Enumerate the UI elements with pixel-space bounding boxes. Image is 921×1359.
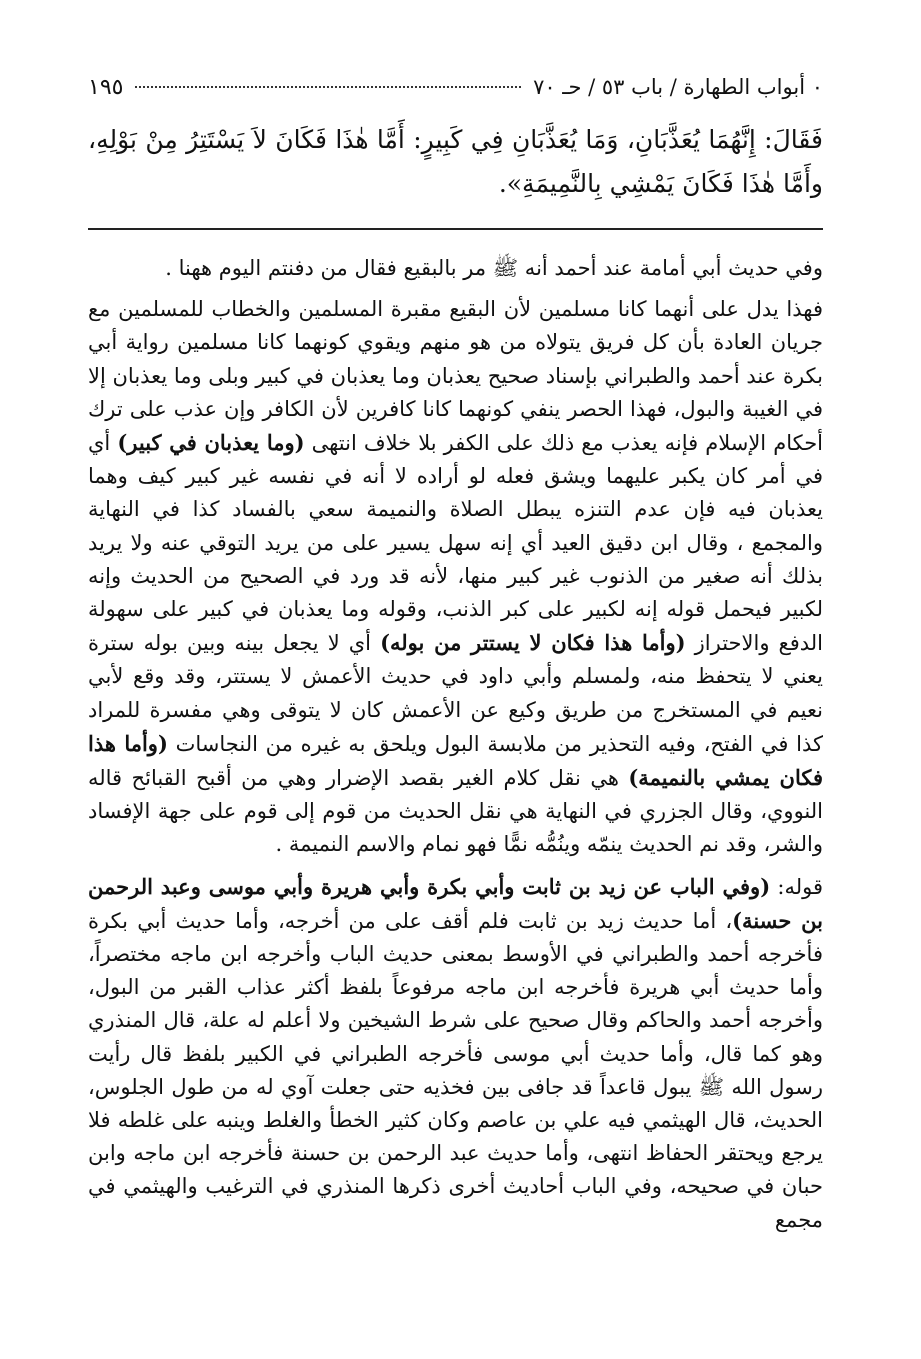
- commentary-text: هي نقل كلام الغير بقصد الإضرار وهي من أقبح القبائح قاله النووي، وقال الجزري في النهاية هي نقل الحديث من قوم إلى قوم على جهة الإفساد والشر، وقد نم الحديث ينمّه وينُمُّه نمًّا فهو نمام والاسم النميمة .: [88, 766, 823, 857]
- page-number: ١٩٥: [88, 75, 124, 100]
- commentary-text: ، أما حديث زيد بن ثابت فلم أقف على من أخرجه، وأما حديث أبي بكرة فأخرجه أحمد والطبراني في الأوسط بمعنى حديث الباب وأخرجه ابن ماجه مختصراً، وأما حديث أبي هريرة فأخرجه ابن ماجه مرفوعاً بلفظ أكثر عذاب القبر من البول، وأخرجه أحمد والحاكم وقال صحيح على شرط الشيخين ولا أعلم له علة، قال المنذري وهو كما قال، وأما حديث أبي موسى فأخرجه الطبراني في الكبير بلفظ قال رأيت رسول الله ﷺ يبول قاعداً قد جافى بين فخذيه حتى جعلت آوي له من طول الجلوس، الحديث، قال الهيثمي فيه علي بن عاصم وكان كثير الخطأ والغلط وينبه على غلطه فلا يرجع ويحتقر الحفاظ انتهى، وأما حديث عبد الرحمن بن حسنة فأخرجه ابن ماجه وابن حبان في صحيحه، وفي الباب أحاديث أخرى ذكرها المنذري في الترغيب والهيثمي في مجمع: [88, 908, 823, 1232]
- commentary-text: قوله:: [770, 874, 824, 899]
- header-dot-leader: [135, 86, 521, 88]
- quoted-phrase: (وأما هذا فكان يمشي بالنميمة): [88, 730, 824, 791]
- separator-line: [88, 228, 823, 230]
- commentary-text: فهذا يدل على أنهما كانا مسلمين لأن البقيع مقبرة المسلمين والخطاب للمسلمين مع جريان العادة بأن كل فريق يتولاه من هو منهم ويقوي كونهما كانا مسلمين رواية أبي بكرة عند أحمد والطبراني بإسناد صحيح يعذبان وما يعذبان في كبير وبلى وما يعذبان إلا في الغيبة والبول، فهذا الحصر ينفي كونهما كانا كافرين لأن الكافر وإن عذب على ترك أحكام الإسلام فإنه يعذب مع ذلك على الكفر بلا خلاف انتهى: [88, 297, 824, 456]
- commentary-paragraph-2: [88, 293, 823, 861]
- commentary: [88, 252, 823, 1237]
- commentary-paragraph-1: [88, 252, 823, 285]
- commentary-text: وفي حديث أبي أمامة عند أحمد أنه ﷺ مر بالبقيع فقال من دفنتم اليوم ههنا .: [165, 256, 823, 280]
- running-header: [88, 70, 823, 110]
- commentary-paragraph-3: [88, 870, 823, 1237]
- header-title: ٠ أبواب الطهارة / باب ٥٣ / حـ ٧٠: [533, 75, 823, 99]
- quoted-phrase: (وما يعذبان في كبير): [117, 430, 305, 456]
- commentary-text: أي في أمر كان يكبر عليهما ويشق فعله لو أراده لا أنه في نفسه غير كبير كيف وهما يعذبان فيه فإن عدم التنزه يبطل الصلاة والنميمة سعي بالفساد كذا في النهاية والمجمع ، وقال ابن دقيق العيد أي إنه سهل يسير على من يريد التوقي عنه ولا يريد بذلك أنه صغير من الذنوب غير كبير منها، لأنه قد ورد في الصحيح من الحديث وإنه لكبير فيحمل قوله إنه لكبير على كبر الذنب، وقوله وما يعذبان في كبير على سهولة الدفع والاحتراز: [88, 431, 824, 656]
- commentary-text: أي لا يجعل بينه وبين بوله سترة يعني لا يتحفظ منه، ولمسلم وأبي داود في حديث الأعمش لا يستتر، وقد وقع لأبي نعيم في المستخرج من طريق وكيع عن الأعمش كان لا يتوقى وهي مفسرة للمراد كذا في الفتح، وفيه التحذير من ملابسة البول ويلحق به غيره من النجاسات: [88, 631, 823, 756]
- hadith-line: فَقَالَ: إِنَّهُمَا يُعَذَّبَانِ، وَمَا يُعَذَّبَانِ فِي كَبِيرٍ: أَمَّا هٰذَا فَكَانَ لاَ يَسْتَتِرُ مِنْ بَوْلِهِ، وأَمَّا هٰذَا فَكَانَ يَمْشِي بِالنَّمِيمَةِ».: [88, 125, 823, 198]
- quoted-phrase: (وأما هذا فكان لا يستتر من بوله): [380, 630, 686, 656]
- quoted-phrase: (وفي الباب عن زيد بن ثابت وأبي بكرة وأبي هريرة وأبي موسى وعبد الرحمن بن حسنة): [88, 873, 824, 933]
- hadith-text: [88, 118, 823, 206]
